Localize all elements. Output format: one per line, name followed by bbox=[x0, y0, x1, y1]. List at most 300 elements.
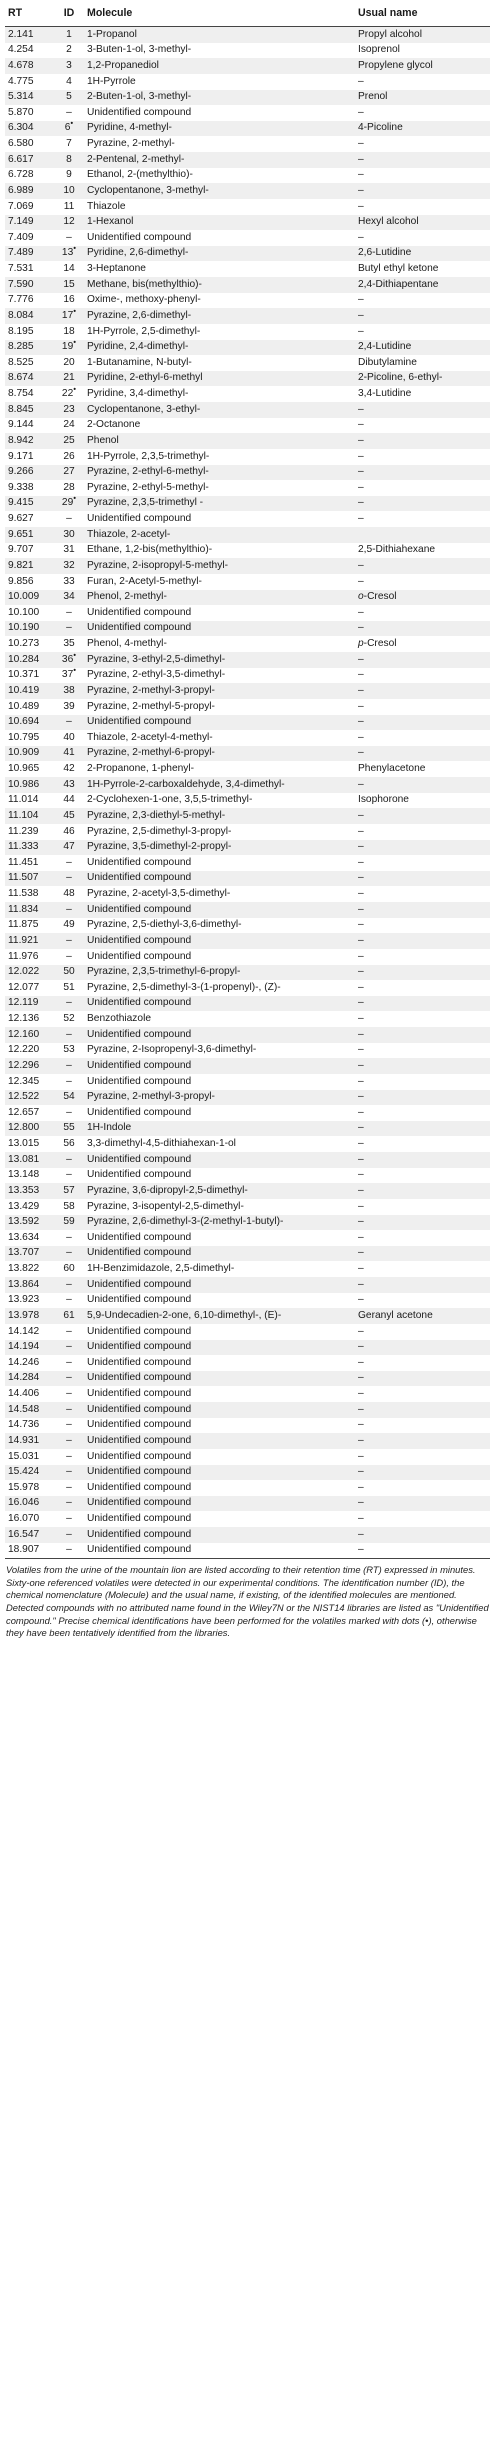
table-row bbox=[5, 496, 490, 512]
cell-id: 28 bbox=[63, 481, 75, 493]
table-row bbox=[5, 277, 490, 293]
cell-usual-name: – bbox=[358, 481, 364, 493]
table-row bbox=[5, 1293, 490, 1309]
cell-rt: 10.489 bbox=[8, 700, 40, 712]
cell-rt: 15.031 bbox=[8, 1450, 40, 1462]
cell-id: – bbox=[66, 1356, 72, 1368]
cell-molecule: Pyrazine, 2-isopropyl-5-methyl- bbox=[84, 558, 355, 574]
table-row bbox=[5, 183, 490, 199]
cell-usual-name: – bbox=[355, 1340, 490, 1356]
cell-molecule: Pyrazine, 2,3-diethyl-5-methyl- bbox=[84, 808, 355, 824]
cell-rt: 10.419 bbox=[5, 683, 54, 699]
cell-rt: 14.142 bbox=[8, 1325, 40, 1337]
table-row bbox=[5, 386, 490, 402]
table-row bbox=[5, 246, 490, 262]
cell-rt: 11.834 bbox=[5, 902, 54, 918]
cell-usual-name: – bbox=[355, 1465, 490, 1481]
cell-usual-name: – bbox=[355, 1371, 490, 1387]
cell-molecule: Pyrazine, 3,6-dipropyl-2,5-dimethyl- bbox=[84, 1183, 355, 1199]
cell-usual-name: – bbox=[358, 1325, 364, 1337]
cell-id: 58 bbox=[63, 1200, 75, 1212]
cell-id: 33 bbox=[63, 575, 75, 587]
table-row bbox=[5, 980, 490, 996]
table-row bbox=[5, 1527, 490, 1543]
cell-molecule: 1H-Benzimidazole, 2,5-dimethyl- bbox=[87, 1263, 235, 1275]
cell-molecule: 1H-Pyrrole bbox=[87, 75, 136, 87]
cell-id: 5 bbox=[54, 90, 84, 106]
cell-rt: 9.144 bbox=[8, 419, 34, 431]
cell-molecule: Unidentified compound bbox=[87, 1419, 192, 1431]
table-row bbox=[5, 402, 490, 418]
table-row bbox=[5, 1261, 490, 1277]
cell-usual-name: – bbox=[355, 183, 490, 199]
cell-usual-name: – bbox=[355, 1121, 490, 1137]
table-row bbox=[5, 293, 490, 309]
cell-molecule: 1-Butanamine, N-butyl- bbox=[87, 356, 192, 368]
cell-rt: 10.273 bbox=[8, 638, 40, 650]
cell-rt: 13.429 bbox=[8, 1200, 40, 1212]
cell-molecule: Unidentified compound bbox=[84, 1527, 355, 1543]
cell-rt: 14.548 bbox=[5, 1402, 54, 1418]
cell-rt: 11.507 bbox=[5, 871, 54, 887]
table-row bbox=[5, 1183, 490, 1199]
table-row bbox=[5, 27, 490, 43]
cell-rt: 7.069 bbox=[8, 200, 34, 212]
cell-molecule: Thiazole bbox=[87, 200, 126, 212]
cell-id: – bbox=[54, 1371, 84, 1387]
cell-id: – bbox=[54, 621, 84, 637]
cell-molecule: Unidentified compound bbox=[87, 950, 192, 962]
cell-rt: 8.942 bbox=[5, 433, 54, 449]
cell-rt: 11.104 bbox=[5, 808, 54, 824]
table-row bbox=[5, 1386, 490, 1402]
cell-id: 61 bbox=[54, 1308, 84, 1324]
cell-usual-name: – bbox=[358, 106, 364, 118]
table-row bbox=[5, 574, 490, 590]
cell-molecule: Pyrazine, 2,6-dimethyl-3-(2-methyl-1-butyl)- bbox=[84, 1215, 355, 1231]
cell-molecule: Pyridine, 2,6-dimethyl- bbox=[84, 246, 355, 262]
cell-molecule: Pyrazine, 3,5-dimethyl-2-propyl- bbox=[84, 840, 355, 856]
cell-id: 27 bbox=[54, 465, 84, 481]
cell-id: 57 bbox=[54, 1183, 84, 1199]
table-row bbox=[5, 1152, 490, 1168]
cell-usual-name: – bbox=[358, 1231, 364, 1243]
cell-id: 47 bbox=[54, 840, 84, 856]
cell-rt: 11.921 bbox=[5, 933, 54, 949]
cell-rt: 11.538 bbox=[8, 888, 39, 900]
cell-rt: 11.451 bbox=[8, 856, 39, 868]
cell-id: – bbox=[66, 1513, 72, 1525]
cell-id: – bbox=[66, 1481, 72, 1493]
cell-molecule: Pyrazine, 3-isopentyl-2,5-dimethyl- bbox=[87, 1200, 244, 1212]
cell-rt: 9.707 bbox=[8, 544, 34, 556]
cell-rt: 10.694 bbox=[5, 715, 54, 731]
cell-usual-name: p-Cresol bbox=[358, 638, 397, 650]
cell-molecule: Unidentified compound bbox=[84, 1371, 355, 1387]
cell-id: 30 bbox=[54, 527, 84, 543]
cell-id: 6• bbox=[54, 121, 84, 137]
table-row bbox=[5, 1043, 490, 1059]
cell-rt: 4.678 bbox=[5, 58, 54, 74]
cell-usual-name: – bbox=[358, 419, 364, 431]
cell-id: – bbox=[54, 1340, 84, 1356]
cell-molecule: Pyrazine, 2-methyl-5-propyl- bbox=[87, 700, 215, 712]
table-row bbox=[5, 136, 490, 152]
precise-identification-dot: • bbox=[73, 386, 77, 394]
table-row bbox=[5, 1480, 490, 1496]
table-row bbox=[5, 777, 490, 793]
cell-molecule: Cyclopentanone, 3-methyl- bbox=[84, 183, 355, 199]
cell-rt: 11.875 bbox=[8, 919, 39, 931]
table-row bbox=[5, 340, 490, 356]
cell-molecule: Pyridine, 2-ethyl-6-methyl bbox=[84, 371, 355, 387]
cell-molecule: Pyrazine, 2-methyl- bbox=[87, 138, 175, 150]
cell-molecule: Unidentified compound bbox=[84, 1402, 355, 1418]
cell-id: – bbox=[66, 1450, 72, 1462]
cell-id: – bbox=[66, 1075, 72, 1087]
cell-id: 3 bbox=[54, 58, 84, 74]
cell-usual-name: – bbox=[358, 1044, 364, 1056]
cell-rt: 7.489 bbox=[5, 246, 54, 262]
cell-usual-name: – bbox=[358, 1138, 364, 1150]
cell-id: – bbox=[54, 933, 84, 949]
table-row bbox=[5, 215, 490, 231]
cell-rt: 12.119 bbox=[5, 996, 54, 1012]
cell-rt: 12.160 bbox=[5, 1027, 54, 1043]
cell-rt: 9.856 bbox=[8, 575, 34, 587]
cell-molecule: Unidentified compound bbox=[84, 1433, 355, 1449]
cell-molecule: Pyrazine, 2,5-diethyl-3,6-dimethyl- bbox=[87, 919, 242, 931]
cell-id: 18 bbox=[63, 325, 75, 337]
table-row bbox=[5, 761, 490, 777]
cell-rt: 10.190 bbox=[5, 621, 54, 637]
precise-identification-dot: • bbox=[73, 245, 77, 254]
cell-usual-name: 2,6-Lutidine bbox=[355, 246, 490, 262]
cell-id: 55 bbox=[54, 1121, 84, 1137]
cell-molecule: Unidentified compound bbox=[87, 1356, 192, 1368]
table-row bbox=[5, 1543, 490, 1559]
cell-id: 38 bbox=[54, 683, 84, 699]
cell-molecule: Unidentified compound bbox=[84, 871, 355, 887]
cell-molecule: Pyrazine, 3-ethyl-2,5-dimethyl- bbox=[84, 652, 355, 668]
table-row bbox=[5, 1246, 490, 1262]
cell-id: – bbox=[66, 1231, 72, 1243]
cell-rt: 10.284 bbox=[5, 652, 54, 668]
cell-id: 11 bbox=[63, 200, 75, 212]
cell-molecule: Phenol, 2-methyl- bbox=[84, 590, 355, 606]
cell-usual-name: – bbox=[355, 840, 490, 856]
table-row bbox=[5, 1465, 490, 1481]
cell-rt: 13.864 bbox=[5, 1277, 54, 1293]
cell-id: 16 bbox=[63, 294, 75, 306]
cell-usual-name: – bbox=[355, 777, 490, 793]
table-row bbox=[5, 949, 490, 965]
table-row bbox=[5, 730, 490, 746]
cell-rt: 14.284 bbox=[5, 1371, 54, 1387]
cell-molecule: Pyrazine, 2-ethyl-6-methyl- bbox=[84, 465, 355, 481]
precise-identification-dot: • bbox=[70, 120, 74, 129]
cell-id: 14 bbox=[63, 263, 75, 275]
cell-usual-name: – bbox=[358, 75, 364, 87]
cell-rt: 9.338 bbox=[8, 481, 34, 493]
cell-usual-name: – bbox=[358, 919, 364, 931]
table-row bbox=[5, 699, 490, 715]
cell-usual-name: – bbox=[355, 1246, 490, 1262]
cell-molecule: Unidentified compound bbox=[87, 106, 192, 118]
cell-molecule: 1,2-Propanediol bbox=[84, 58, 355, 74]
cell-id: 42 bbox=[63, 763, 75, 775]
cell-id: – bbox=[66, 1419, 72, 1431]
cell-rt: 13.081 bbox=[5, 1152, 54, 1168]
table-row bbox=[5, 58, 490, 74]
cell-rt: 12.296 bbox=[5, 1058, 54, 1074]
cell-usual-name: – bbox=[358, 138, 364, 150]
table-row bbox=[5, 324, 490, 340]
cell-usual-name: – bbox=[355, 1027, 490, 1043]
cell-usual-name: – bbox=[355, 1058, 490, 1074]
cell-id: – bbox=[54, 1402, 84, 1418]
header-rt: RT bbox=[5, 0, 54, 27]
table-row bbox=[5, 1371, 490, 1387]
cell-molecule: Unidentified compound bbox=[84, 621, 355, 637]
cell-usual-name: – bbox=[358, 1263, 364, 1275]
cell-molecule: Pyrazine, 2,3,5-trimethyl-6-propyl- bbox=[84, 965, 355, 981]
table-row bbox=[5, 590, 490, 606]
table-caption: Volatiles from the urine of the mountain lion are listed according to their retention time (RT) expressed in minutes. Sixty-one referenced volatiles were detected in our experimental conditions. The identification number (ID), the chemical nomenclature (Molecule) and the usual name, if existing, of the identified molecules are mentioned. Detected compounds with no attributed name found in the Wiley7N or the NIST14 libraries are listed as "Unidentified compound." Precise chemical identifications have been performed for the volatiles marked with dots (•), otherwise they have been tentatively identified from the libraries. bbox=[6, 1564, 489, 1639]
cell-usual-name: Phenylacetone bbox=[358, 763, 426, 775]
cell-rt: 8.084 bbox=[5, 308, 54, 324]
cell-rt: 10.986 bbox=[5, 777, 54, 793]
table-row bbox=[5, 465, 490, 481]
cell-molecule: 1-Hexanol bbox=[84, 215, 355, 231]
cell-molecule: Pyrazine, 2-Isopropenyl-3,6-dimethyl- bbox=[87, 1044, 257, 1056]
cell-id: – bbox=[54, 902, 84, 918]
cell-usual-name: – bbox=[355, 933, 490, 949]
volatiles-table bbox=[5, 0, 490, 1559]
cell-molecule: 1H-Pyrrole-2-carboxaldehyde, 3,4-dimethyl- bbox=[84, 777, 355, 793]
cell-rt: 7.149 bbox=[5, 215, 54, 231]
cell-id: 19• bbox=[54, 340, 84, 356]
cell-usual-name: – bbox=[358, 1294, 364, 1306]
table-row bbox=[5, 480, 490, 496]
cell-usual-name: – bbox=[358, 1513, 364, 1525]
cell-usual-name: 2,4-Dithiapentane bbox=[355, 277, 490, 293]
table-row bbox=[5, 652, 490, 668]
cell-rt: 13.592 bbox=[5, 1215, 54, 1231]
cell-rt: 7.776 bbox=[8, 294, 34, 306]
table-row bbox=[5, 1355, 490, 1371]
cell-rt: 11.976 bbox=[8, 950, 39, 962]
cell-rt: 14.246 bbox=[8, 1356, 40, 1368]
cell-id: 46 bbox=[63, 825, 75, 837]
cell-molecule: Ethane, 1,2-bis(methylthio)- bbox=[87, 544, 213, 556]
cell-rt: 12.077 bbox=[8, 981, 40, 993]
cell-usual-name: – bbox=[355, 433, 490, 449]
cell-id: 22• bbox=[61, 386, 77, 400]
cell-molecule: Unidentified compound bbox=[87, 1450, 192, 1462]
cell-rt: 9.651 bbox=[5, 527, 54, 543]
table-row bbox=[5, 996, 490, 1012]
cell-id: – bbox=[54, 1027, 84, 1043]
cell-id: 44 bbox=[63, 794, 75, 806]
table-row bbox=[5, 1277, 490, 1293]
cell-molecule: Ethanol, 2-(methylthio)- bbox=[87, 169, 193, 181]
cell-molecule: Unidentified compound bbox=[87, 1075, 192, 1087]
cell-rt: 8.285 bbox=[5, 340, 54, 356]
cell-molecule: Pyrazine, 2-methyl-3-propyl- bbox=[84, 1090, 355, 1106]
cell-id: – bbox=[54, 1543, 84, 1559]
cell-id: – bbox=[66, 513, 72, 525]
cell-usual-name: – bbox=[358, 1481, 364, 1493]
cell-usual-name: – bbox=[358, 294, 364, 306]
cell-molecule: 1H-Pyrrole, 2,5-dimethyl- bbox=[87, 325, 201, 337]
table-row bbox=[5, 371, 490, 387]
cell-molecule: Pyridine, 2,4-dimethyl- bbox=[84, 340, 355, 356]
table-row bbox=[5, 355, 490, 371]
cell-rt: 7.590 bbox=[5, 277, 54, 293]
cell-id: 41 bbox=[54, 746, 84, 762]
cell-id: – bbox=[66, 1169, 72, 1181]
cell-rt: 13.822 bbox=[8, 1263, 40, 1275]
cell-usual-name: – bbox=[355, 1090, 490, 1106]
cell-usual-name: – bbox=[358, 575, 364, 587]
cell-rt: 10.009 bbox=[5, 590, 54, 606]
cell-id: 56 bbox=[63, 1138, 75, 1150]
cell-rt: 13.015 bbox=[8, 1138, 40, 1150]
cell-id: 17• bbox=[54, 308, 84, 324]
cell-id: 43 bbox=[54, 777, 84, 793]
cell-usual-name: – bbox=[358, 606, 364, 618]
cell-molecule: Pyrazine, 2,3,5-trimethyl - bbox=[84, 496, 355, 512]
cell-rt: 6.580 bbox=[8, 138, 34, 150]
table-row bbox=[5, 1090, 490, 1106]
table-row bbox=[5, 793, 490, 809]
cell-id: 51 bbox=[63, 981, 75, 993]
table-row bbox=[5, 668, 490, 684]
cell-usual-name: – bbox=[358, 669, 364, 681]
cell-usual-name: – bbox=[355, 1496, 490, 1512]
cell-molecule: Unidentified compound bbox=[87, 856, 192, 868]
cell-id: 15 bbox=[54, 277, 84, 293]
cell-usual-name: – bbox=[355, 996, 490, 1012]
table-row bbox=[5, 902, 490, 918]
cell-usual-name: – bbox=[355, 871, 490, 887]
cell-usual-name: – bbox=[355, 652, 490, 668]
cell-molecule: Unidentified compound bbox=[84, 1543, 355, 1559]
cell-usual-name: – bbox=[358, 1419, 364, 1431]
cell-usual-name: 2,4-Lutidine bbox=[355, 340, 490, 356]
table-row bbox=[5, 1418, 490, 1434]
cell-id: – bbox=[54, 1277, 84, 1293]
cell-id: 9 bbox=[66, 169, 72, 181]
cell-rt: 15.978 bbox=[8, 1481, 40, 1493]
cell-rt: 6.728 bbox=[8, 169, 34, 181]
cell-molecule: Unidentified compound bbox=[87, 513, 192, 525]
cell-molecule: Unidentified compound bbox=[84, 902, 355, 918]
cell-id: 39 bbox=[63, 700, 75, 712]
cell-molecule: Oxime-, methoxy-phenyl- bbox=[87, 294, 201, 306]
cell-id: 48 bbox=[63, 888, 75, 900]
table-body bbox=[5, 27, 490, 1559]
cell-id: – bbox=[54, 996, 84, 1012]
cell-usual-name: – bbox=[358, 1169, 364, 1181]
cell-usual-name: – bbox=[355, 715, 490, 731]
cell-id: 53 bbox=[63, 1044, 75, 1056]
cell-usual-name: o-Cresol bbox=[355, 590, 490, 606]
cell-rt: 10.100 bbox=[8, 606, 40, 618]
cell-molecule: 2-Buten-1-ol, 3-methyl- bbox=[84, 90, 355, 106]
cell-id: 13• bbox=[54, 246, 84, 262]
cell-usual-name: – bbox=[358, 981, 364, 993]
cell-molecule: Unidentified compound bbox=[84, 933, 355, 949]
cell-rt: 16.070 bbox=[8, 1513, 40, 1525]
cell-usual-name: Propylene glycol bbox=[355, 58, 490, 74]
cell-id: 34 bbox=[54, 590, 84, 606]
table-row bbox=[5, 1121, 490, 1137]
cell-id: 4 bbox=[66, 75, 72, 87]
cell-molecule: 3-Heptanone bbox=[87, 263, 146, 275]
table-row bbox=[5, 1058, 490, 1074]
cell-usual-name: – bbox=[358, 1075, 364, 1087]
precise-identification-dot: • bbox=[73, 667, 77, 675]
cell-rt: 8.525 bbox=[8, 356, 34, 368]
table-row bbox=[5, 558, 490, 574]
header-usual-name: Usual name bbox=[355, 0, 490, 27]
cell-rt: 10.371 bbox=[8, 669, 40, 681]
precise-identification-dot: • bbox=[73, 652, 77, 660]
table-row bbox=[5, 511, 490, 527]
table-row bbox=[5, 1027, 490, 1043]
cell-usual-name: 3,4-Lutidine bbox=[358, 388, 412, 400]
cell-rt: 13.978 bbox=[5, 1308, 54, 1324]
cell-id: 49 bbox=[63, 919, 75, 931]
cell-id: – bbox=[54, 1433, 84, 1449]
table-row bbox=[5, 168, 490, 184]
cell-usual-name: – bbox=[355, 1152, 490, 1168]
table-row bbox=[5, 605, 490, 621]
cell-rt: 12.522 bbox=[5, 1090, 54, 1106]
cell-id: 25 bbox=[54, 433, 84, 449]
cell-molecule: Unidentified compound bbox=[87, 1231, 192, 1243]
cell-usual-name: – bbox=[358, 450, 364, 462]
cell-rt: 7.531 bbox=[8, 263, 34, 275]
cell-usual-name: Hexyl alcohol bbox=[355, 215, 490, 231]
cell-rt: 14.931 bbox=[5, 1433, 54, 1449]
cell-usual-name: – bbox=[355, 1183, 490, 1199]
cell-rt: 9.171 bbox=[8, 450, 34, 462]
cell-rt: 10.965 bbox=[8, 763, 40, 775]
table-row bbox=[5, 90, 490, 106]
cell-usual-name: – bbox=[355, 621, 490, 637]
table-row bbox=[5, 621, 490, 637]
cell-molecule: Pyrazine, 2-ethyl-5-methyl- bbox=[87, 481, 209, 493]
cell-usual-name: – bbox=[358, 1200, 364, 1212]
table-row bbox=[5, 824, 490, 840]
cell-id: 29• bbox=[54, 496, 84, 512]
cell-molecule: 2-Cyclohexen-1-one, 3,5,5-trimethyl- bbox=[87, 794, 253, 806]
cell-usual-name: – bbox=[355, 1433, 490, 1449]
cell-molecule: Unidentified compound bbox=[87, 1294, 192, 1306]
cell-rt: 8.195 bbox=[8, 325, 34, 337]
cell-rt: 18.907 bbox=[5, 1543, 54, 1559]
cell-usual-name: – bbox=[358, 200, 364, 212]
cell-id: – bbox=[66, 950, 72, 962]
cell-id: 50 bbox=[54, 965, 84, 981]
table-row bbox=[5, 433, 490, 449]
cell-id: – bbox=[54, 1152, 84, 1168]
cell-usual-name: – bbox=[358, 231, 364, 243]
table-row bbox=[5, 1449, 490, 1465]
